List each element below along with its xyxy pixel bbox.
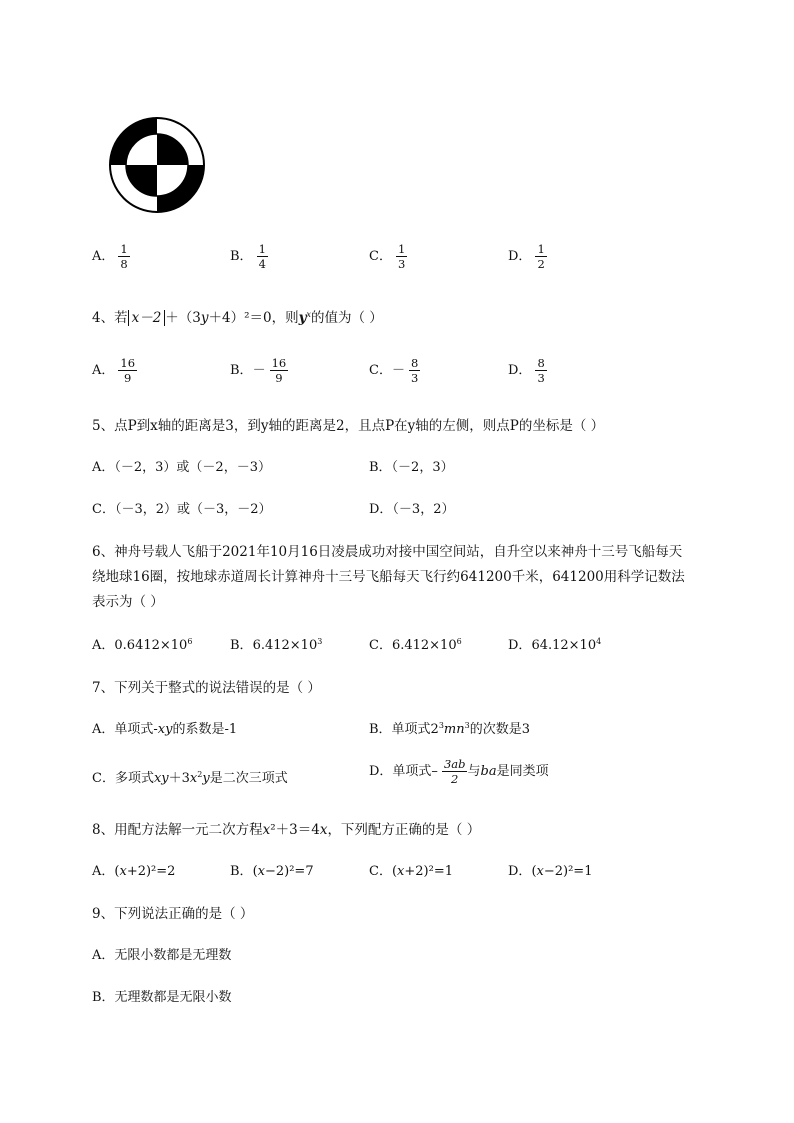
q4-option-b[interactable]: B．－ $\frac{16}{9}$ — [230, 356, 287, 386]
q9-option-a[interactable]: A．无限小数都是无理数 — [92, 948, 232, 963]
q4-option-a-fraction: $\frac{16}{9}$ — [120, 356, 136, 386]
q4-option-d[interactable]: D． $\frac{8}{3}$ — [508, 356, 545, 386]
q6-option-d[interactable]: D．$64.12\times 10^4$ — [508, 637, 602, 653]
question-6-line-3: 表示为（ ） — [92, 594, 164, 610]
question-6-line-2: 绕地球16圈，按地球赤道周长计算神舟十三号飞船每天飞行约641200千米，641200用科学记数法 — [92, 569, 685, 585]
absolute-value-expression: x－2 — [128, 310, 166, 326]
q3-option-c[interactable]: C． $\frac{1}{3}$ — [369, 242, 406, 272]
target-circle-figure — [108, 116, 206, 214]
question-8-stem: 8、用配方法解一元二次方程x²＋3＝4x，下列配方正确的是（ ） — [92, 822, 481, 838]
q7-option-b[interactable]: B．单项式$2^3mn^3$的次数是3 — [369, 721, 530, 737]
q7-option-a[interactable]: A．单项式-xy的系数是-1 — [92, 722, 238, 737]
q3-option-a-fraction: $\frac{1}{8}$ — [120, 242, 128, 272]
q3-option-b-fraction: $\frac{1}{4}$ — [258, 242, 266, 272]
q3-option-b[interactable]: B． $\frac{1}{4}$ — [230, 242, 266, 272]
q8-option-c[interactable]: C．(x+2)²=1 — [369, 864, 453, 879]
q4-option-d-fraction: $\frac{8}{3}$ — [537, 356, 545, 386]
q5-option-a[interactable]: A．（－2，3）或（－2，－3） — [92, 460, 271, 475]
q5-option-c[interactable]: C．（－3，2）或（－3，－2） — [92, 502, 272, 517]
q4-option-b-fraction: $\frac{16}{9}$ — [271, 356, 287, 386]
q4-option-c-fraction: $\frac{8}{3}$ — [410, 356, 419, 386]
q7-option-c[interactable]: C．多项式$xy+3x^2y$是二次三项式 — [92, 770, 288, 786]
question-5-stem: 5、点P到x轴的距离是3，到y轴的距离是2，且点P在y轴的左侧，则点P的坐标是（ ） — [92, 418, 605, 434]
q4-option-a[interactable]: A． $\frac{16}{9}$ — [92, 356, 136, 386]
question-7-stem: 7、下列关于整式的说法错误的是（ ） — [92, 680, 321, 696]
q4-option-c[interactable]: C．－ $\frac{8}{3}$ — [369, 356, 419, 386]
q8-option-b[interactable]: B．(x−2)²=7 — [230, 864, 314, 879]
q3-option-c-fraction: $\frac{1}{3}$ — [397, 242, 406, 272]
q8-option-a[interactable]: A．(x+2)²=2 — [92, 864, 176, 879]
q5-option-d[interactable]: D．（－3，2） — [369, 502, 455, 517]
q5-option-b[interactable]: B．（－2，3） — [369, 460, 454, 475]
q6-option-a[interactable]: A．$0.6412\times 10^6$ — [92, 637, 193, 653]
question-9-stem: 9、下列说法正确的是（ ） — [92, 906, 254, 922]
question-4-stem: 4、若 x－2 ＋（3y＋4）²＝0，则$y^x$的值为（ ） — [92, 310, 383, 326]
q7-option-d-fraction: $\frac{3ab}{2}$ — [443, 757, 466, 787]
question-6-line-1: 6、神舟号载人飞船于2021年10月16日凌晨成功对接中国空间站，自升空以来神舟十三号飞船每天 — [92, 544, 683, 560]
q3-option-a[interactable]: A． $\frac{1}{8}$ — [92, 242, 128, 272]
q3-option-d[interactable]: D． $\frac{1}{2}$ — [508, 242, 545, 272]
q3-option-d-fraction: $\frac{1}{2}$ — [537, 242, 545, 272]
q9-option-b[interactable]: B．无理数都是无限小数 — [92, 990, 232, 1005]
q6-option-c[interactable]: C．$6.412\times 10^6$ — [369, 637, 462, 653]
q7-option-d[interactable]: D．单项式– $\frac{3ab}{2}$ 与ba是同类项 — [369, 757, 549, 787]
q6-option-b[interactable]: B．$6.412\times 10^3$ — [230, 637, 323, 653]
q8-option-d[interactable]: D．(x−2)²=1 — [508, 864, 593, 879]
